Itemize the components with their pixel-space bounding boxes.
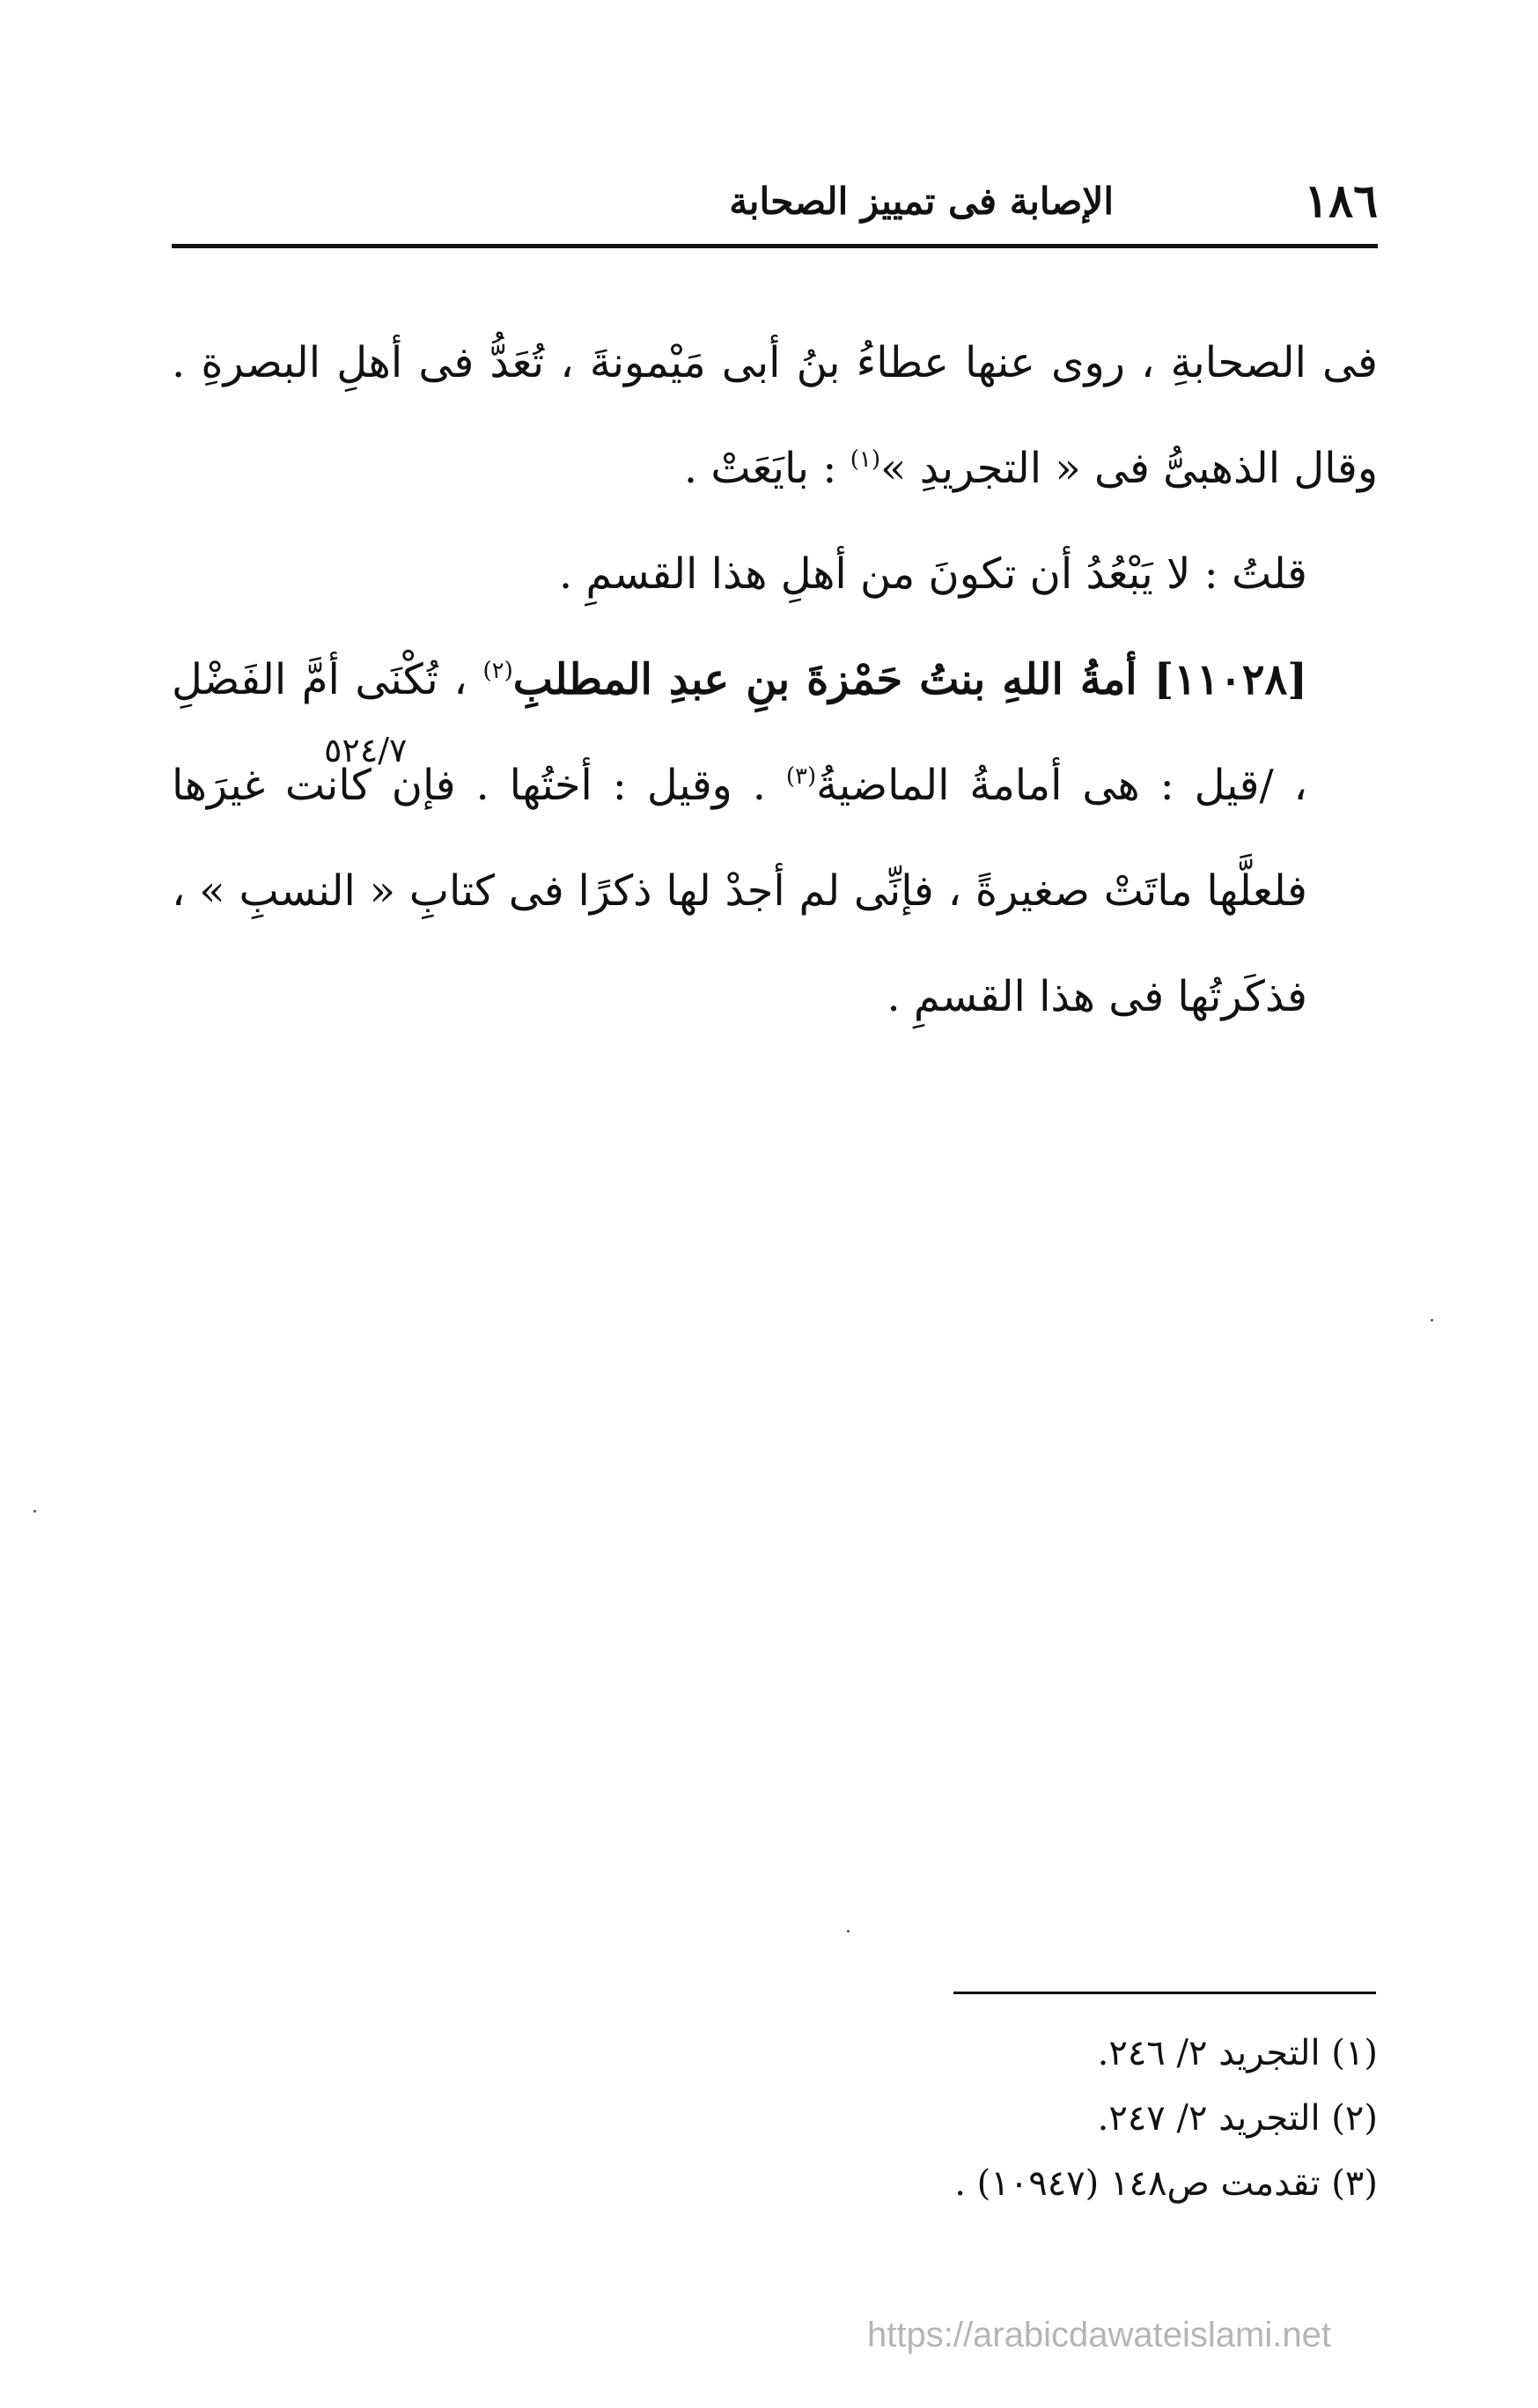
footnote-1: (١) التجريد ٢/ ٢٤٦. <box>1097 2033 1378 2073</box>
paragraph-3-text-a: ، تُكْنَى أمَّ الفَضْلِ ، /قيل : هى أمامةُ الماضيةُ <box>172 655 1308 810</box>
paragraph-1-text-b: : بايَعَتْ . <box>683 444 850 493</box>
footnote-ref-2: (٢) <box>482 658 513 684</box>
footnote-divider <box>953 1992 1376 1994</box>
scan-speck <box>1431 1319 1433 1322</box>
paragraph-2-text: قلتُ : لا يَبْعُدُ أن تكونَ من أهلِ هذا القسمِ . <box>558 549 1307 599</box>
page-header <box>172 167 1378 229</box>
paragraph-3 <box>172 627 1378 1049</box>
margin-volume-reference: ٥٢٤/٧ <box>324 731 408 770</box>
main-text <box>172 310 1378 1049</box>
footnotes <box>757 2021 1378 2216</box>
footnote-ref-1: (١) <box>850 446 880 473</box>
paragraph-1-text-a: فى الصحابةِ ، روى عنها عطاءُ بنُ أبى مَيْمونةَ ، تُعَدُّ فى أهلِ البصرةِ . وقال الذهبىُّ فى « التجريدِ » <box>172 338 1378 493</box>
watermark-url: https://arabicdawateislami.net <box>867 2316 1331 2354</box>
page-number: ١٨٦ <box>1304 174 1378 228</box>
scan-speck <box>847 1930 850 1933</box>
header-divider <box>172 244 1378 248</box>
paragraph-2 <box>172 521 1378 627</box>
footnote-2: (٢) التجريد ٢/ ٢٤٧. <box>1097 2098 1378 2139</box>
footnote-3: (٣) تقدمت ص١٤٨ (١٠٩٤٧) . <box>954 2163 1378 2204</box>
scan-speck <box>33 1510 36 1513</box>
paragraph-1 <box>172 310 1378 521</box>
entry-heading: [١١٠٢٨] أمةُ اللهِ بنتُ حَمْزةَ بنِ عبدِ المطلبِ <box>512 655 1307 704</box>
paragraph-3-text-b: . وقيل : أختُها . فإن كانت غيرَها فلعلَّها ماتَتْ صغيرةً ، فإنِّى لم أجدْ لها ذكرًا فى كتابِ « النسبِ » ، فذكَرتُها فى هذا القسمِ . <box>172 761 1307 1021</box>
book-title: الإصابة فى تمييز الصحابة <box>729 180 1114 223</box>
footnote-ref-3: (٣) <box>785 763 817 790</box>
